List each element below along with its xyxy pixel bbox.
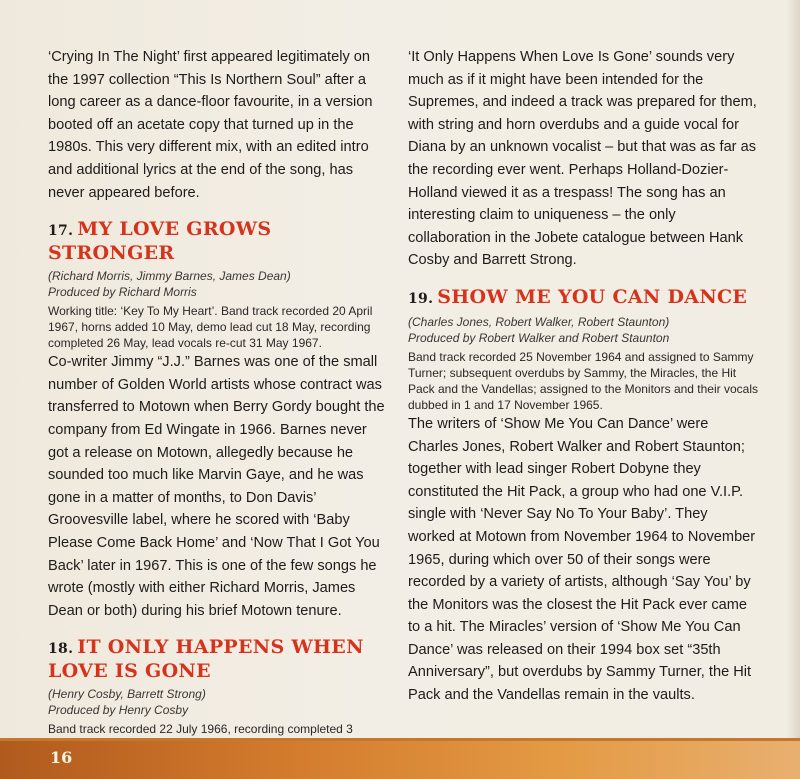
track-17 [48, 218, 388, 622]
track-heading [408, 286, 758, 310]
intro-paragraph: ‘Crying In The Night’ first appeared legitimately on the 1997 collection “This Is Northern Soul” after a long career as a dance-floor favourite, in a version booted off an acetate copy that turned up in the 1980s. This very different mix, with an edited intro and additional lyrics at the end of the song, has never appeared before. [48, 49, 373, 201]
track-commentary: The writers of ‘Show Me You Can Dance’ were Charles Jones, Robert Walker and Robert Staunton; together with lead singer Robert Dobyne they constituted the Hit Pack, a group who had one V.I.P. single with ‘Never Say No To Your Baby’. They worked at Motown from November 1964 to November 1965, during which over 50 of their songs were recorded by a variety of artists, although ‘Say You’ by the Monitors was the closest the Hit Pack ever came to a hit. The Miracles’ version of ‘Show Me You Can Dance’ was released on their 1994 box set “35th Anniversary”, but overdubs by Sammy Turner, the Hit Pack and the Vandellas remain in the vaults. [408, 415, 756, 704]
track-19 [408, 286, 758, 707]
track-heading [48, 218, 388, 264]
page-fold-shadow [786, 0, 800, 740]
footer-band [0, 741, 800, 779]
track-session-notes: Band track recorded 22 July 1966, recording completed 3 [48, 722, 353, 737]
track-producer: Produced by Richard Morris [48, 285, 197, 300]
track-writers: (Henry Cosby, Barrett Strong) [48, 687, 206, 702]
page-number: 16 [50, 748, 73, 767]
track-number: 17. [48, 223, 74, 240]
intro-paragraph: ‘It Only Happens When Love Is Gone’ sounds very much as if it might have been intended for the Supremes, and indeed a track was prepared for them, with string and horn overdubs and a guide vocal for Diana by an unknown vocalist – but that was as far as the recording ever went. Perhaps Holland-Dozier-Holland viewed it as a trespass! The song has an interesting claim to uniqueness – the only collaboration in the Jobete catalogue between Hank Cosby and Barrett Strong. [408, 49, 757, 269]
track-producer: Produced by Robert Walker and Robert Staunton [408, 330, 670, 345]
track-session-notes: Working title: ‘Key To My Heart’. Band track recorded 20 April 1967, horns added 10 May, demo lead cut 18 May, recording completed 26 May, lead vocals re-cut 31 May 1967. [48, 304, 373, 351]
left-column [48, 46, 388, 753]
track-number: 18. [48, 641, 74, 658]
track-number: 19. [408, 290, 434, 307]
track-heading [48, 636, 388, 682]
track-writers: (Charles Jones, Robert Walker, Robert Staunton) [408, 314, 670, 329]
track-title: SHOW ME YOU CAN DANCE [437, 285, 748, 308]
track-session-notes: Band track recorded 25 November 1964 and assigned to Sammy Turner; subsequent overdubs by Sammy, the Miracles, the Hit Pack and the Vandellas; assigned to the Monitors and their vocals dubbed in 1 and 17 November 1965. [408, 349, 758, 412]
track-commentary: Co-writer Jimmy “J.J.” Barnes was one of the small number of Golden World artists whose contract was transferred to Motown when Berry Gordy bought the company from Ed Wingate in 1966. Barnes never got a release on Motown, allegedly because he sounded too much like Marvin Gaye, and he was gone in a matter of months, to Don Davis’ Groovesville label, where he scored with ‘Baby Please Come Back Home’ and ‘Now That I Got You Back’ later in 1967. This is one of the few songs he wrote (mostly with either Richard Morris, James Dean or both) during his brief Motown tenure. [48, 354, 385, 619]
track-title: MY LOVE GROWS STRONGER [48, 218, 272, 265]
track-18 [48, 636, 388, 753]
right-column [408, 46, 758, 707]
track-writers: (Richard Morris, Jimmy Barnes, James Dean) [48, 269, 291, 284]
track-title: IT ONLY HAPPENS WHEN LOVE IS GONE [48, 636, 364, 683]
track-producer: Produced by Henry Cosby [48, 703, 189, 718]
